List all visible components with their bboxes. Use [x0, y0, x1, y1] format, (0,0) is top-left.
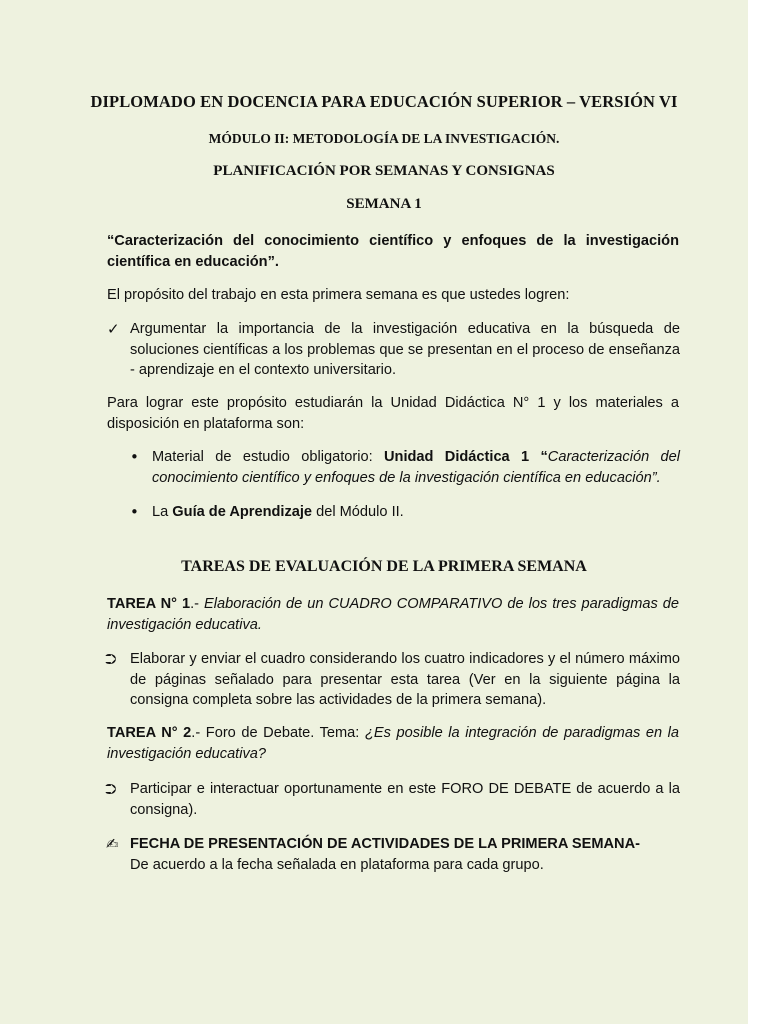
task-1-sep: .- [190, 596, 204, 612]
document-title: DIPLOMADO EN DOCENCIA PARA EDUCACIÓN SUPERIOR – VERSIÓN VI [90, 92, 678, 111]
material-item-1-bold: Unidad Didáctica 1 “ [383, 449, 548, 465]
tasks-heading: TAREAS DE EVALUACIÓN DE LA PRIMERA SEMANA [181, 558, 587, 575]
task-1-instruction: Elaborar y enviar el cuadro considerando los cuatro indicadores y el número máximo de páginas señalado para presentar esta tarea (Ver en la siguiente página la consigna completa sobre las actividades de la primera semana). [130, 651, 680, 708]
planning-title: PLANIFICACIÓN POR SEMANAS Y CONSIGNAS [213, 163, 555, 179]
week-title: SEMANA 1 [346, 196, 422, 212]
task-2 [107, 723, 679, 764]
task-1-desc: Elaboración de un CUADRO COMPARATIVO de los tres paradigmas de investigación educativa. [107, 596, 679, 633]
task-1 [107, 594, 679, 635]
task-2-label: TAREA N° 2 [107, 725, 192, 741]
task-2-sep: .- Foro de Debate. Tema: [191, 725, 365, 741]
theme-title: “Caracterización del conocimiento científico y enfoques de la investigación científica en educación”. [107, 233, 679, 270]
check-icon: ✓ [107, 320, 120, 338]
material-item-1-italic: Caracterización del conocimiento científico y enfoques de la investigación científica en educación [152, 449, 681, 486]
task-2-desc: ¿Es posible la integración de paradigmas en la investigación educativa? [107, 725, 679, 762]
task-1-label: TAREA N° 1 [107, 596, 191, 612]
task-2-instruction: Participar e interactuar oportunamente en este FORO DE DEBATE de acuerdo a la consigna). [130, 781, 680, 818]
curved-arrow-icon: ⮊ [105, 780, 117, 798]
purpose-intro: El propósito del trabajo en esta primera semana es que ustedes logren: [107, 287, 570, 303]
material-item-2-prefix: La [152, 504, 173, 520]
materials-intro: Para lograr este propósito estudiarán la Unidad Didáctica N° 1 y los materiales a disposición en plataforma son: [107, 395, 679, 432]
module-title: MÓDULO II: METODOLOGÍA DE LA INVESTIGACIÓN. [208, 131, 560, 146]
bullet-icon: • [130, 503, 139, 521]
material-item-1-suffix: ”. [651, 469, 661, 486]
deadline-title: FECHA DE PRESENTACIÓN DE ACTIVIDADES DE LA PRIMERA SEMANA- [130, 836, 640, 852]
objective-text: Argumentar la importancia de la investigación educativa en la búsqueda de soluciones científicas a los problemas que se presentan en el proceso de enseñanza - aprendizaje en el contexto universitario. [130, 321, 680, 378]
material-item-1-prefix: Material de estudio obligatorio: [152, 449, 384, 465]
bullet-icon: • [130, 448, 139, 466]
material-item-1 [152, 447, 680, 488]
deadline-text: De acuerdo a la fecha señalada en plataforma para cada grupo. [130, 856, 544, 873]
curved-arrow-icon: ⮊ [105, 650, 117, 668]
material-item-2-suffix: del Módulo II. [312, 504, 404, 520]
writing-hand-icon: ✍ [106, 835, 119, 853]
page-margin [748, 0, 768, 1024]
material-item-2 [152, 502, 680, 523]
deadline [130, 834, 680, 875]
material-item-2-bold: Guía de Aprendizaje [172, 504, 313, 520]
